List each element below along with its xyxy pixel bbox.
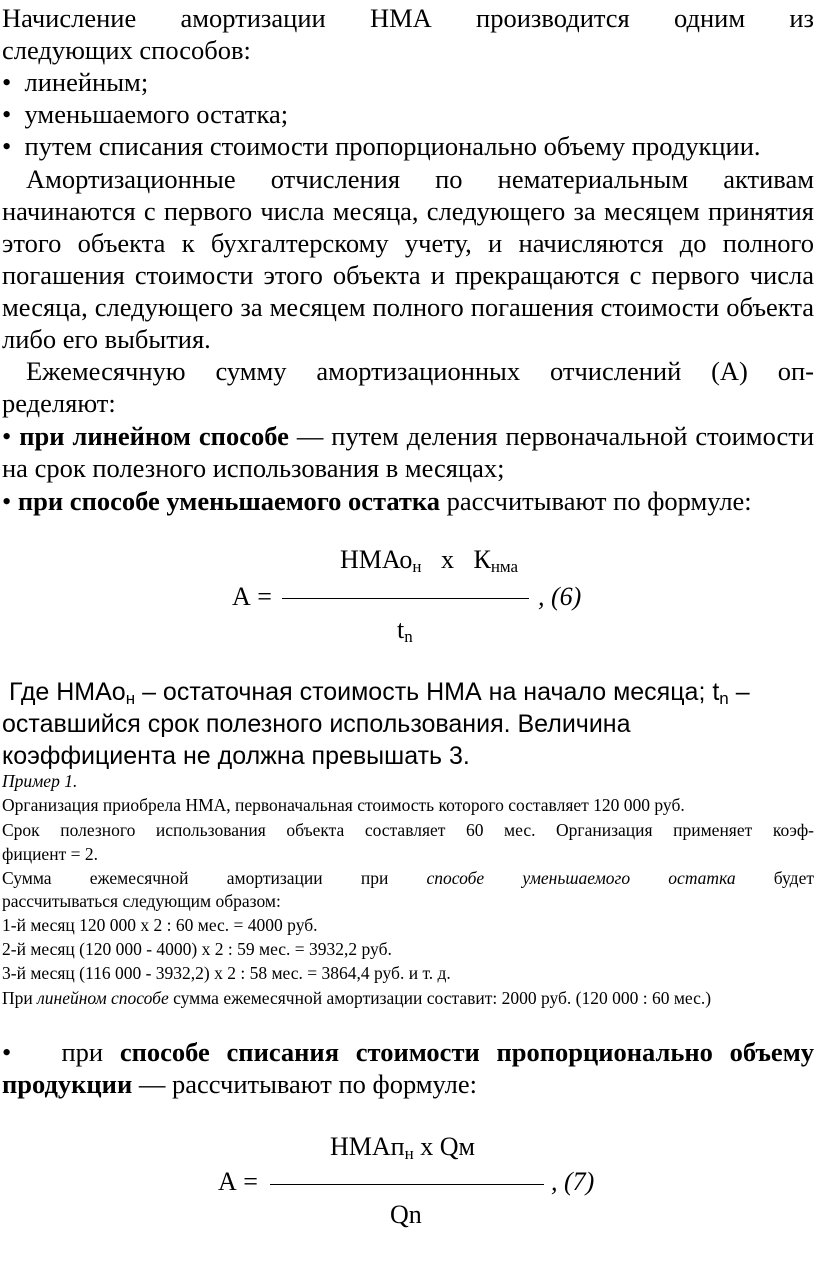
declining-method-title: при способе уменьшаемого остатка (17, 486, 441, 516)
example-month-calc: 3-й месяц (116 000 - 3932,2) х 2 : 58 мес. = 3864,4 руб. и т. д. (2, 963, 451, 983)
declining-method-item (2, 485, 814, 517)
method-item (2, 98, 814, 130)
bullet-icon: • (2, 486, 12, 516)
production-method-item: • при способе списания стоимости пропорционально объему продукции — рассчитывают по формуле: (2, 1037, 814, 1099)
method-item (2, 130, 814, 162)
formula-7-denominator: Qn (390, 1200, 422, 1229)
formula-7-fraction-line (270, 1184, 544, 1185)
example-title: Пример 1. (2, 771, 78, 791)
example-line: Организация приобрела НМА, первоначальная стоимость которого составляет 120 000 руб. (2, 795, 685, 815)
method-label: путем списания стоимости пропорционально объему продукции. (24, 131, 761, 161)
example-line: Сумма ежемесячной амортизации при способе уменьшаемого остатка будет (2, 868, 814, 888)
example-month-calc: 2-й месяц (120 000 - 4000) х 2 : 59 мес. = 3932,2 руб. (2, 939, 392, 959)
bullet-icon: • (2, 131, 12, 161)
where-line-2: оставшийся срок полезного использования. Величина (2, 710, 631, 738)
formula-6-lhs: А = (232, 582, 272, 611)
monthly-sum-line-2: ределяют: (2, 388, 116, 418)
formula-7-numerator: НМАп$_н$ x Qм (330, 1132, 475, 1163)
production-method-text: — рассчитывают по формуле: (138, 1069, 477, 1099)
formula-7-lhs: А = (218, 1167, 258, 1196)
production-method-title: способе списания стоимости пропорционально объему продукции (2, 1037, 814, 1099)
monthly-sum-line: Ежемесячную сумму амортизационных отчислений (А) оп- (26, 356, 814, 386)
intro-line: Начисление амортизации НМА производится одним из (2, 3, 814, 33)
example-line: фициент = 2. (2, 844, 98, 864)
bullet-icon: • (2, 1037, 12, 1067)
where-line-1: Где НМАо$_н$ – остаточная стоимость НМА на начало месяца; $t_n$ – (8, 678, 750, 708)
intro-line-2: следующих способов: (2, 35, 251, 65)
formula-6-fraction-line (282, 598, 529, 599)
accrual-paragraph: Амортизационные отчисления по нематериальным активам начинаются с первого числа месяца, следующего за месяцем принятия этого объекта к бухгалтерскому учету, и начисляются до полного погашения стоимости этого объекта и прекращаются с первого числа месяца, следующего за месяцем полного погашения стоимости объекта либо его выбытия. (2, 164, 814, 354)
method-label: линейным; (24, 67, 149, 97)
bullet-icon: • (2, 99, 12, 129)
method-label: уменьшаемого остатка; (24, 99, 289, 129)
bullet-icon: • (2, 421, 12, 451)
linear-method-item (2, 420, 814, 484)
bullet-icon: • (2, 67, 12, 97)
example-linear-note: При линейном способе сумма ежемесячной амортизации составит: 2000 руб. (120 000 : 60 мес.) (2, 988, 712, 1008)
example-month-calc: 1-й месяц 120 000 х 2 : 60 мес. = 4000 руб. (2, 915, 318, 935)
formula-6-numerator: НМАо$_н$ x $К_{нма}$ (340, 545, 519, 576)
declining-method-text: рассчитывают по формуле: (446, 486, 752, 516)
linear-method-text: — путем деления первоначальной стоимости на срок полезного использования в месяцах; (2, 421, 814, 483)
method-item (2, 66, 814, 98)
example-line: Срок полезного использования объекта составляет 60 мес. Организация применяет коэф- (2, 820, 814, 840)
formula-6-denominator: $t_n$ (397, 615, 413, 646)
where-line-3: коэффициента не должна превышать 3. (2, 742, 470, 770)
example-line: рассчитываться следующим образом: (2, 891, 281, 911)
formula-6-label: , (6) (538, 582, 582, 611)
formula-7-label: , (7) (551, 1167, 595, 1196)
linear-method-title: при линейном способе (19, 421, 289, 451)
